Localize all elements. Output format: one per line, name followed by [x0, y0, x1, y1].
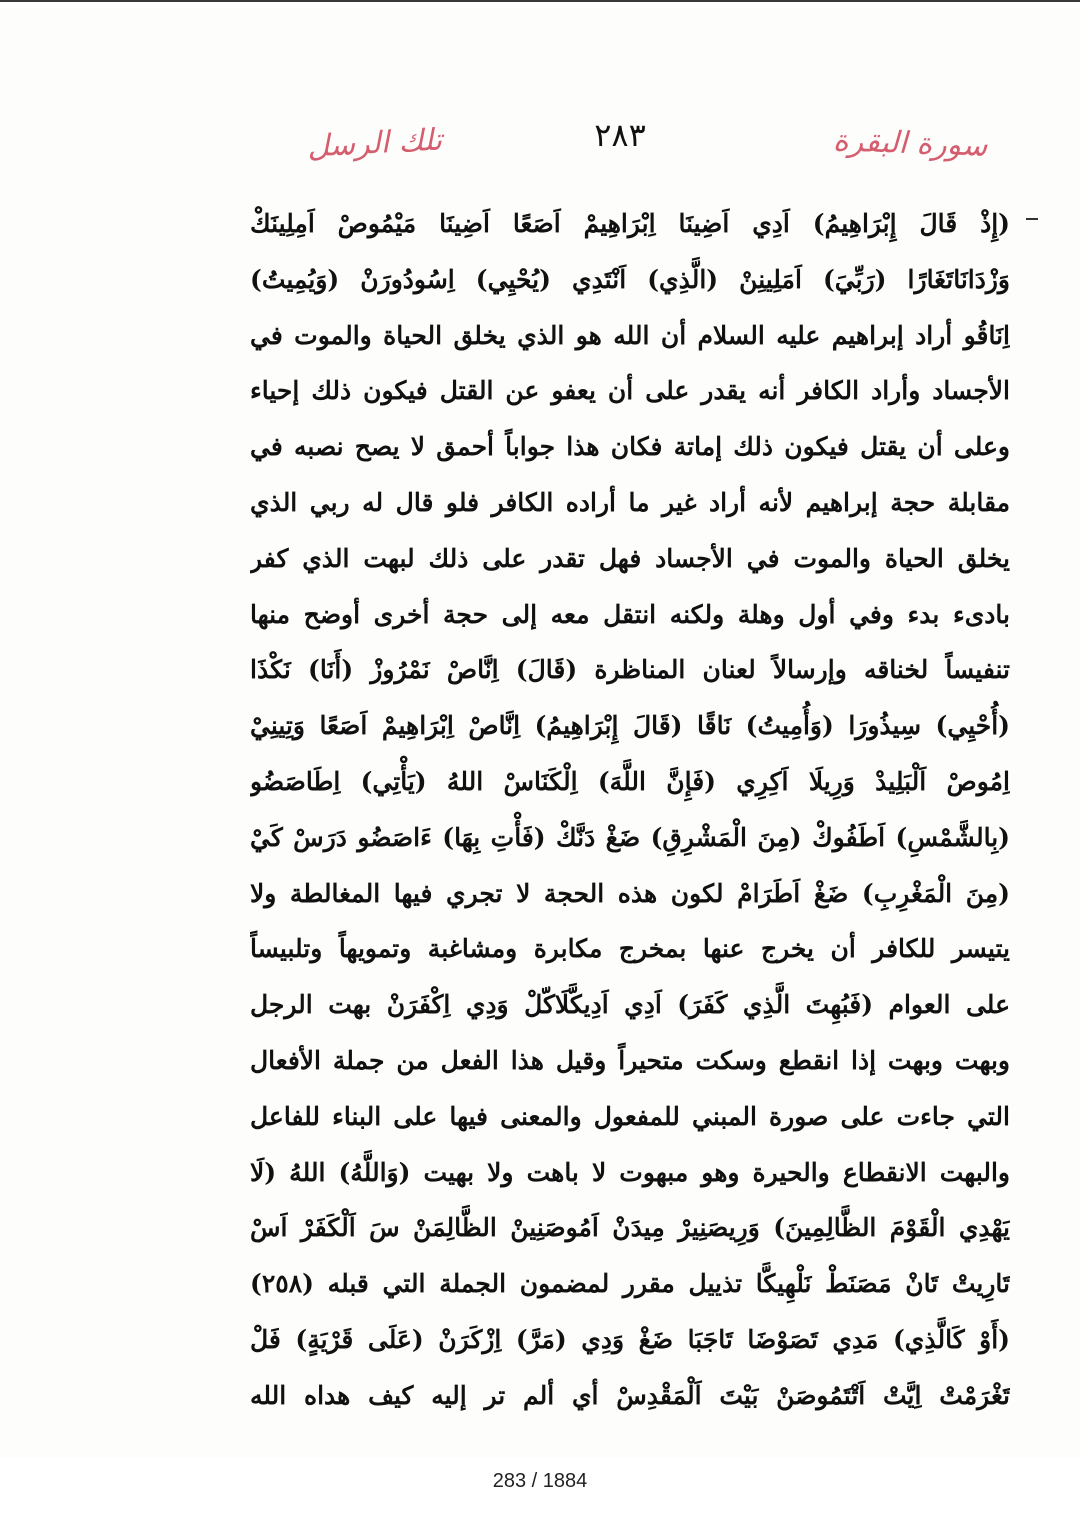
scanned-page [0, 8, 1080, 1458]
text-line: تنفيساً لخناقه وإرسالاً لعنان المناظرة (قَالَ) اِنَّاصْ نَمْرُوزْ (أَنَا) نَكْذَا [250, 655, 1010, 685]
text-line: الأجساد وأراد الكافر أنه يقدر على أن يعفو عن القتل فيكون ذلك إحياء [250, 376, 1010, 406]
text-line: اِنَاقُو أراد إبراهيم عليه السلام أن الله هو الذي يخلق الحياة والموت في [250, 320, 1010, 350]
text-line: تَارِيتْ تَانْ مَصَنَطْ نَلْهِيكَّا تذييل مقرر لمضمون الجملة التي قبله (٢٥٨) [250, 1269, 1010, 1299]
text-line: (مِنَ الْمَغْرِبِ) ضَغْ اَطَرَامْ لكون هذه الحجة لا تجري فيها المغالطة ولا [250, 878, 1010, 908]
text-line: اِمُوصْ اَلْبَلِيدْ وَرِيلَا اَكِرِي (فَإِنَّ اللَّهَ) اِلْكَنَاسْ اللهُ (يَأْتِي) اِطَاصَضُو [250, 766, 1010, 796]
text-line: التي جاءت على صورة المبني للمفعول والمعنى فيها على البناء للفاعل [250, 1101, 1010, 1131]
text-line: (أُحْيِي) سِيذُورَا (وَأُمِيتُ) نَاقًا (قَالَ إِبْرَاهِيمُ) اِنَّاصْ اِبْرَاهِيمْ اَصَعًا وَتِينِيْ [250, 711, 1010, 741]
text-line: على العوام (فَبُهِتَ الَّذِي كَفَرَ) اَدِي اَدِيكَّلَاكّلْ وَدِي اِكْفَرَنْ بهت الرجل [250, 990, 1010, 1020]
body-text [250, 196, 1010, 1424]
page-top-edge [0, 0, 1080, 6]
text-line: والبهت الانقطاع والحيرة وهو مبهوت لا باهت ولا بهيت (وَاللَّهُ) اللهُ (لَا [250, 1157, 1010, 1187]
text-line: يتيسر للكافر أن يخرج عنها بمخرج مكابرة ومشاغبة وتمويهاً وتلبيساً [250, 934, 1010, 964]
handwritten-header-juz: تلك الرسل [306, 122, 443, 165]
text-line: تَغْرَمْتْ اِيَّتْ اَتْتَمُوصَنْ بَيْتَ اَلْمَقْدِسْ أي ألم تر إليه كيف هداه الله [250, 1380, 1010, 1410]
text-line: (إِذْ قَالَ إِبْرَاهِيمُ) اَدِي اَضِينَا اِبْرَاهِيمْ اَصَعًا اَضِينَا مَيْمُوصْ اَمِلِينَكْ [250, 209, 1010, 238]
text-line: وبهت وبهت إذا انقطع وسكت متحيراً وقيل هذا الفعل من جملة الأفعال [250, 1045, 1010, 1075]
text-line: (أَوْ كَالَّذِي) مَدِي تَصَوْضَا تَاجَبَا ضَغْ وَدِي (مَرَّ) اِزْكَرَنْ (عَلَى قَرْيَةٍ) فَلْ [250, 1324, 1010, 1354]
text-line: بادىء بدء وفي أول وهلة ولكنه انتقل معه إلى حجة أخرى أوضح منها [250, 599, 1010, 629]
text-line: يَهْدِي الْقَوْمَ الظَّالِمِينَ) وَرِيصَنِيرْ مِيدَنْ اَمُوصَنِينْ الظَّالِمَنْ سَ اَلْكَفَرْ اَسْ [250, 1213, 1010, 1243]
text-line: وَزْدَانَاتَغَارًا (رَبِّيَ) اَمَلِينِنْ (الَّذِي) اَنْتَدِي (يُحْيِي) اِسُودُورَنْ (وَيُمِيتُ) [250, 264, 1010, 294]
text-line: مقابلة حجة إبراهيم لأنه أراد غير ما أراده الكافر فلو قال له ربي الذي [250, 487, 1010, 517]
text-line: وعلى أن يقتل فيكون ذلك إماتة فكان هذا جواباً أحمق لا يصح نصبه في [250, 432, 1010, 462]
handwritten-header-surah: سورة البقرة [832, 123, 988, 164]
margin-mark [1026, 218, 1038, 220]
text-line: يخلق الحياة والموت في الأجساد فهل تقدر على ذلك لبهت الذي كفر [250, 543, 1010, 573]
text-line: (بِالشَّمْسِ) اَطَفُوكْ (مِنَ الْمَشْرِقِ) ضَغْ دَنَّكْ (فَأْتِ بِهَا) ءَاصَضُو دَرَسْ كَيْ [250, 822, 1010, 852]
page-number: ٢٨٣ [594, 116, 646, 154]
page-counter: 283 / 1884 [492, 1470, 588, 1492]
